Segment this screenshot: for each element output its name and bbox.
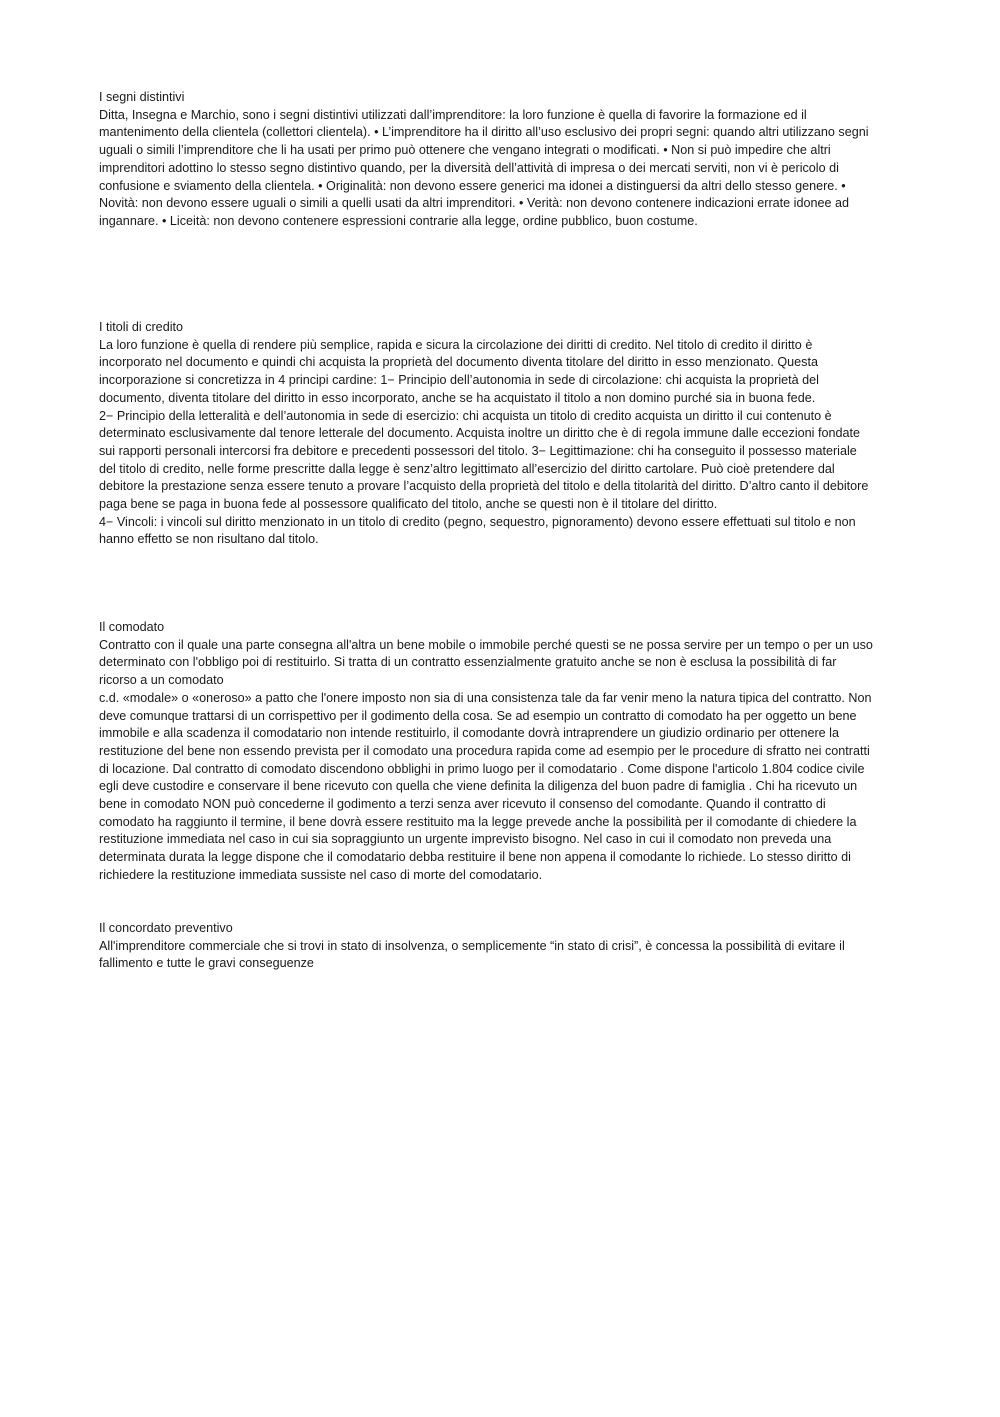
- paragraph: 4− Vincoli: i vincoli sul diritto menzionato in un titolo di credito (pegno, sequestro, pignoramento) devono essere effettuati sul titolo e non hanno effetto se non risultano dal titolo.: [99, 514, 856, 547]
- section-titoli-di-credito: [99, 319, 873, 549]
- section-body: [99, 107, 873, 231]
- section-body: [99, 637, 873, 885]
- section-title: I titoli di credito: [99, 320, 183, 334]
- paragraph: All'imprenditore commerciale che si trovi in stato di insolvenza, o semplicemente “in stato di crisi”, è concessa la possibilità di evitare il fallimento e tutte le gravi conseguenze: [99, 938, 845, 971]
- section-title: Il concordato preventivo: [99, 921, 233, 935]
- paragraph: Contratto con il quale una parte consegna all'altra un bene mobile o immobile perché questi se ne possa servire per un tempo o per un uso determinato con l'obbligo poi di restituirlo. Si tratta di un contratto essenzialmente gratuito anche se non è esclusa la possibilità di far ricorso a un comodato: [99, 637, 873, 688]
- section-title: I segni distintivi: [99, 90, 185, 104]
- paragraph: c.d. «modale» o «oneroso» a patto che l'onere imposto non sia di una consistenza tale da far venir meno la natura tipica del contratto. Non deve comunque trattarsi di un corrispettivo per il godimento della cosa. Se ad esempio un contratto di comodato ha per oggetto un bene immobile e alla scadenza il comodatario non intende restituirlo, il comodante dovrà intraprendere un giudizio ordinario per ottenere la restituzione del bene non essendo prevista per il comodato una procedura rapida come ad esempio per le procedure di sfratto nei contratti di locazione. Dal contratto di comodato discendono obblighi in primo luogo per il comodatario . Come dispone l'articolo 1.804 codice civile egli deve custodire e conservare il bene ricevuto con quella che viene definita la diligenza del buon padre di famiglia . Chi ha ricevuto un bene in comodato NON può concederne il godimento a terzi senza aver ricevuto il consenso del comodante. Quando il contratto di comodato ha raggiunto il termine, il bene dovrà essere restituito ma la legge prevede anche la possibilità per il comodante di chiedere la restituzione immediata nel caso in cui sia sopraggiunto un urgente imprevisto bisogno. Nel caso in cui il comodato non preveda una determinata durata la legge dispone che il comodatario debba restituire il bene non appena il comodante lo richiede. Lo stesso diritto di richiedere la restituzione immediata sussiste nel caso di morte del comodatario.: [99, 690, 872, 882]
- paragraph: La loro funzione è quella di rendere più semplice, rapida e sicura la circolazione dei diritti di credito. Nel titolo di credito il diritto è incorporato nel documento e quindi chi acquista la proprietà del documento diventa titolare del diritto in esso menzionato. Questa incorporazione si concretizza in 4 principi cardine: 1− Principio dell’autonomia in sede di circolazione: chi acquista la proprietà del documento, diventa titolare del diritto in esso incorporato, anche se ha acquistato il titolo a non domino purché sia in buona fede.: [99, 337, 819, 405]
- section-comodato: [99, 619, 873, 885]
- paragraph: 2− Principio della letteralità e dell’autonomia in sede di esercizio: chi acquista un titolo di credito acquista un diritto il cui contenuto è determinato esclusivamente dal tenore letterale del documento. Acquista inoltre un diritto che è di regola immune dalle eccezioni fondate sui rapporti personali intercorsi fra debitore e precedenti possessori del titolo. 3− Legittimazione: chi ha conseguito il possesso materiale del titolo di credito, nelle forme prescritte dalla legge è senz’altro legittimato all’esercizio del diritto cartolare. Può cioè pretendere dal debitore la prestazione senza essere tenuto a provare l’acquisto della proprietà del titolo e della titolarità del diritto. D’altro canto il debitore paga bene se paga in buona fede al possessore qualificato del titolo, anche se questi non è il titolare del diritto.: [99, 408, 869, 512]
- section-body: [99, 337, 873, 549]
- section-title: Il comodato: [99, 620, 165, 634]
- section-segni-distintivi: [99, 89, 873, 231]
- section-body: [99, 938, 873, 973]
- section-concordato-preventivo: [99, 920, 873, 973]
- paragraph: Ditta, Insegna e Marchio, sono i segni distintivi utilizzati dall’imprenditore: la loro funzione è quella di favorire la formazione ed il mantenimento della clientela (collettori clientela). • L’imprenditore ha il diritto all’uso esclusivo dei propri segni: quando altri utilizzano segni uguali o simili l’imprenditore che li ha usati per primo può ottenere che vengano integrati o modificati. • Non si può impedire che altri imprenditori adottino lo stesso segno distintivo quando, per la diversità dell’attività di impresa o dei mercati serviti, non vi è pericolo di confusione e sviamento della clientela. • Originalità: non devono essere generici ma idonei a distinguersi da altri dello stesso genere. • Novità: non devono essere uguali o simili a quelli usati da altri imprenditori. • Verità: non devono contenere indicazioni errate idonee ad ingannare. • Liceità: non devono contenere espressioni contrarie alla legge, ordine pubblico, buon costume.: [99, 107, 869, 228]
